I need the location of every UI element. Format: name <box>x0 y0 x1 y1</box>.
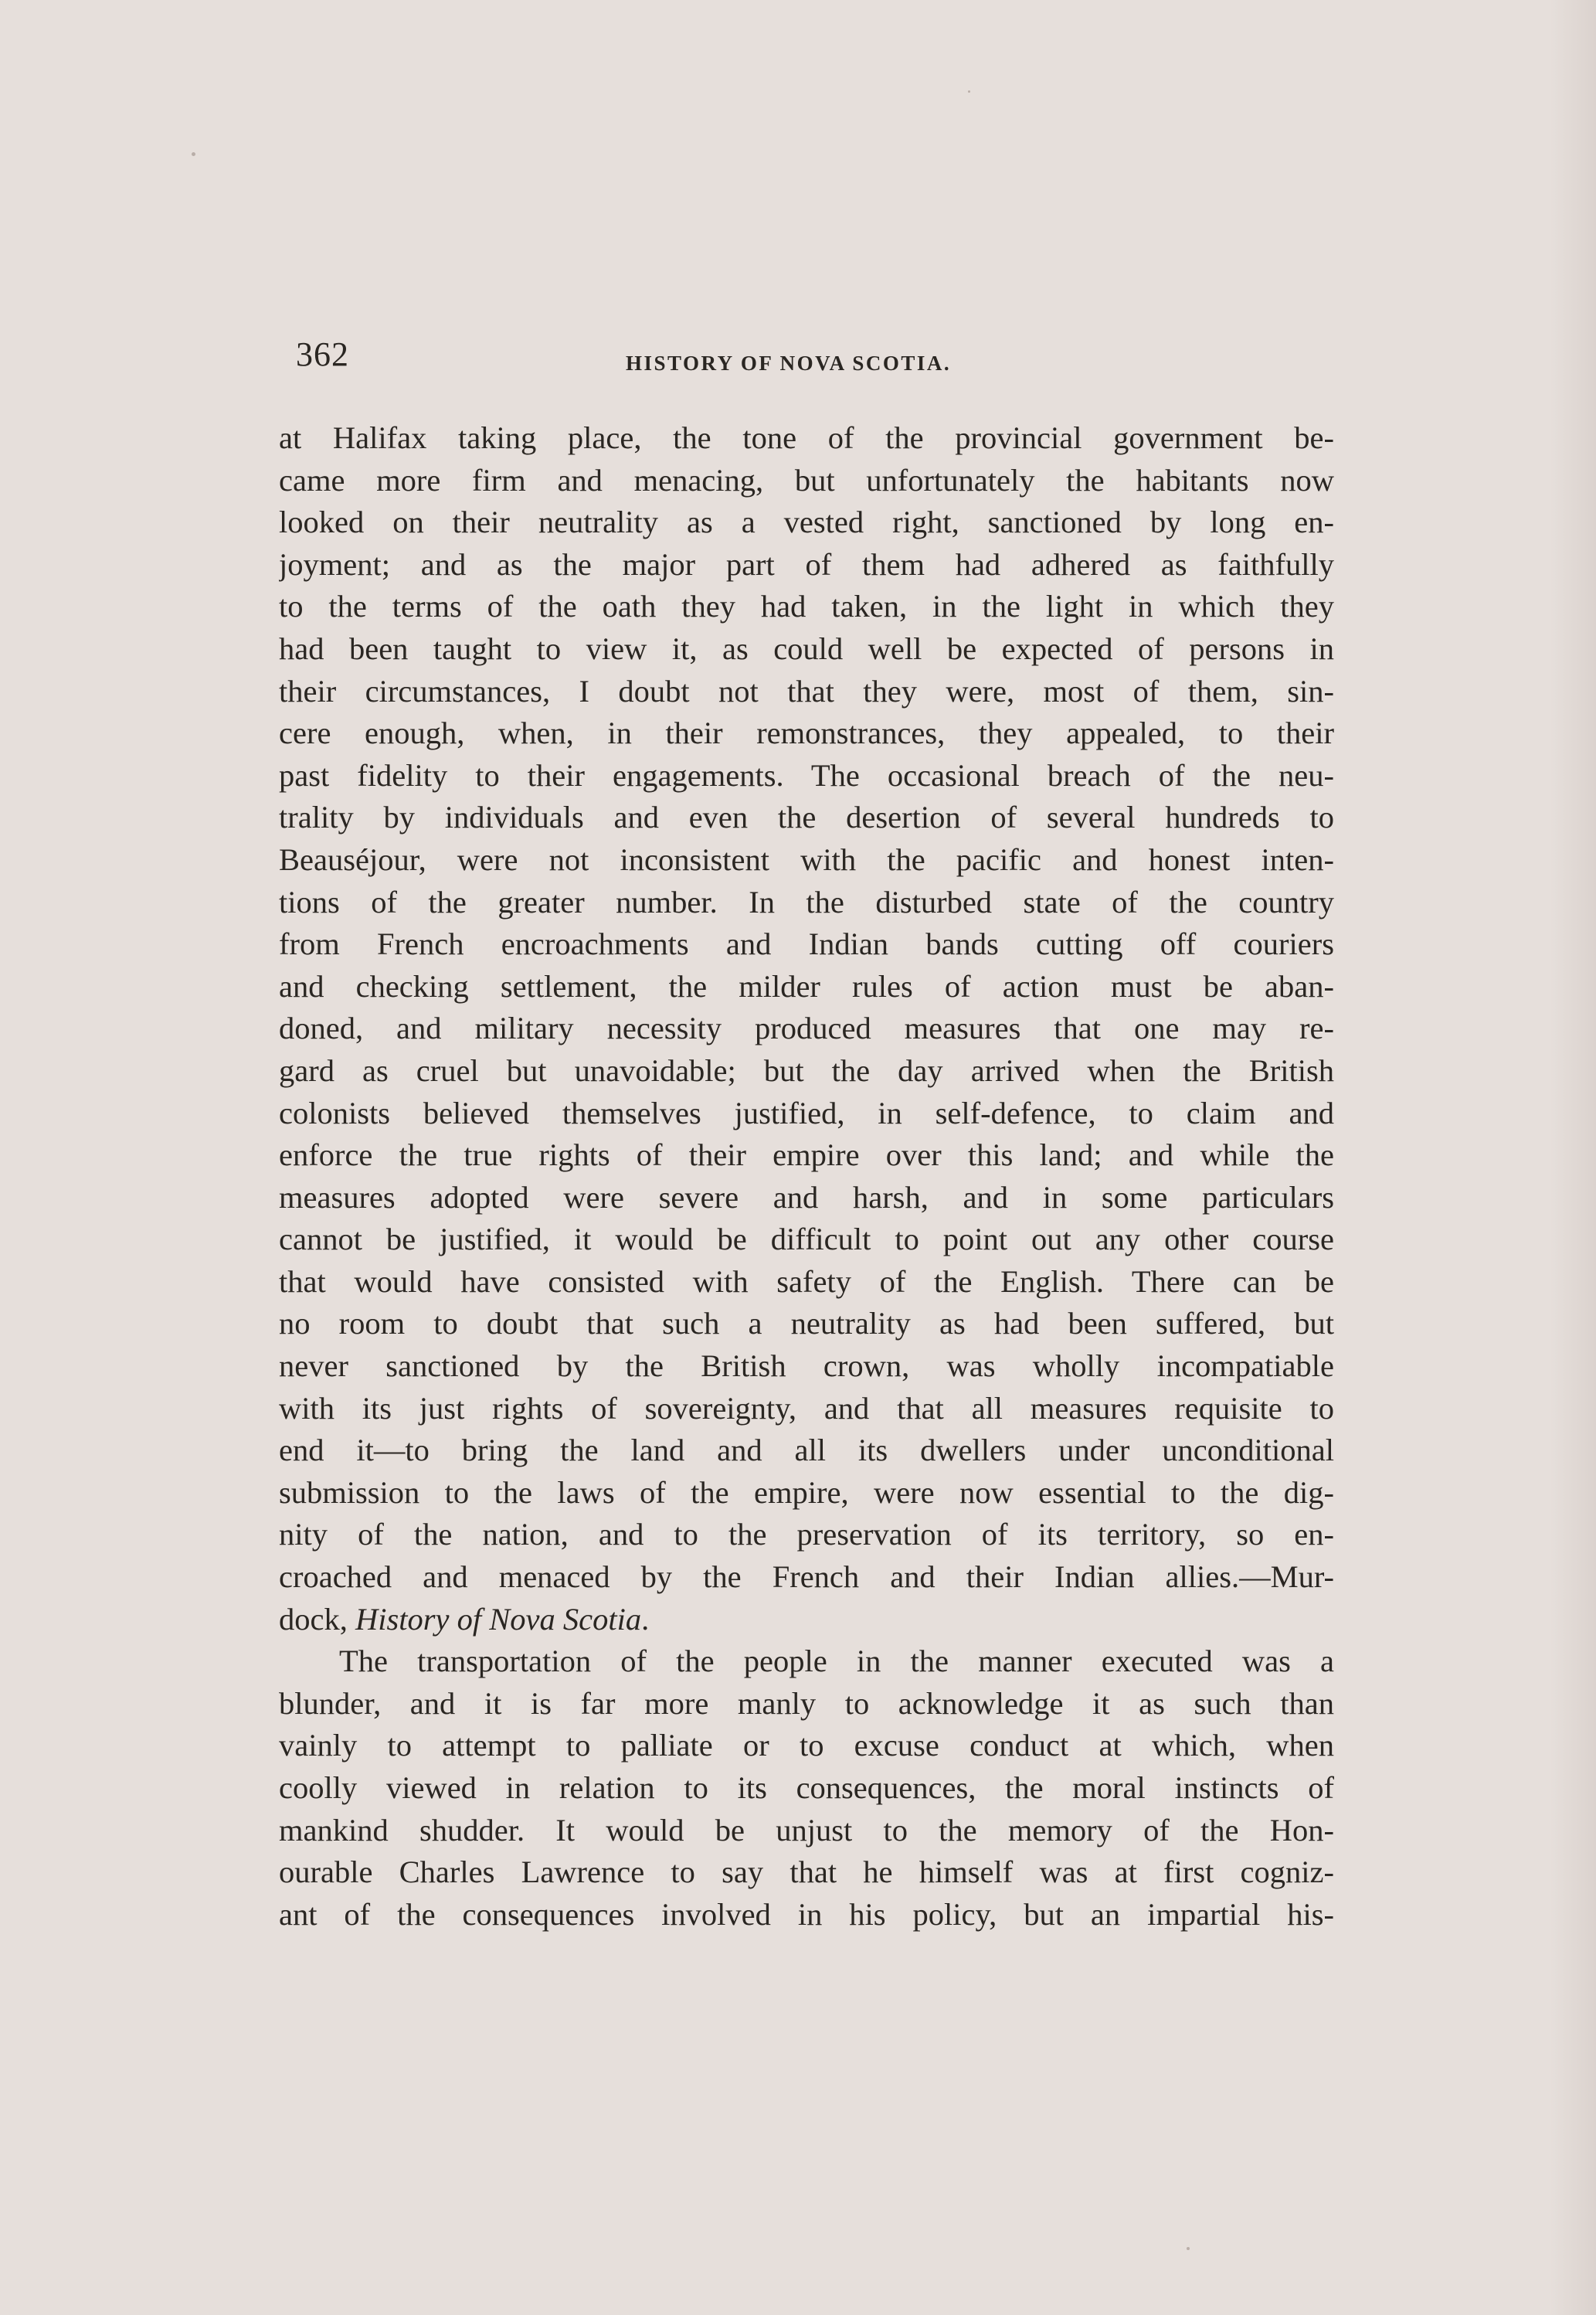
text-line: end it—to bring the land and all its dwellers under unconditional <box>279 1433 1334 1468</box>
text-line: The transportation of the people in the manner executed was a <box>339 1644 1334 1679</box>
text-line: came more firm and menacing, but unfortunately the habitants now <box>279 462 1334 498</box>
citation-end: . <box>641 1601 650 1637</box>
paragraph-2 <box>279 1640 1334 1936</box>
text-line: to the terms of the oath they had taken, in the light in which they <box>279 589 1334 624</box>
text-line: that would have consisted with safety of the English. There can be <box>279 1263 1334 1299</box>
text-line: looked on their neutrality as a vested right, sanctioned by long en- <box>279 505 1334 540</box>
citation-author: dock, <box>279 1601 355 1637</box>
text-line: croached and menaced by the French and their Indian allies.—Mur- <box>279 1559 1334 1595</box>
page-edge-shadow <box>1550 0 1596 2315</box>
text-line: joyment; and as the major part of them had adhered as faithfully <box>279 546 1334 582</box>
text-line: from French encroachments and Indian bands cutting off couriers <box>279 926 1334 962</box>
text-line: cere enough, when, in their remonstrances, they appealed, to their <box>279 716 1334 751</box>
text-line: tions of the greater number. In the disturbed state of the country <box>279 884 1334 920</box>
text-line: had been taught to view it, as could well be expected of persons in <box>279 631 1334 666</box>
text-line: trality by individuals and even the desertion of several hundreds to <box>279 800 1334 835</box>
text-line: with its just rights of sovereignty, and that all measures requisite to <box>279 1390 1334 1426</box>
paragraph-1 <box>279 417 1334 1640</box>
page-header <box>296 335 1335 381</box>
running-head: HISTORY OF NOVA SCOTIA. <box>626 352 952 375</box>
text-line: submission to the laws of the empire, were now essential to the dig- <box>279 1474 1334 1510</box>
citation-line <box>279 1599 1334 1641</box>
paper-speck <box>968 90 970 93</box>
text-line: no room to doubt that such a neutrality as had been suffered, but <box>279 1306 1334 1341</box>
text-line: colonists believed themselves justified, in self-defence, to claim and <box>279 1095 1334 1130</box>
text-line: nity of the nation, and to the preservation of its territory, so en- <box>279 1517 1334 1552</box>
text-line: ant of the consequences involved in his policy, but an impartial his- <box>279 1896 1334 1932</box>
text-line: past fidelity to their engagements. The occasional breach of the neu- <box>279 757 1334 793</box>
citation-title: History of Nova Scotia <box>355 1601 642 1637</box>
text-line: never sanctioned by the British crown, was wholly incompatiable <box>279 1348 1334 1384</box>
text-line: blunder, and it is far more manly to acknowledge it as such than <box>279 1685 1334 1721</box>
text-line: mankind shudder. It would be unjust to the memory of the Hon- <box>279 1812 1334 1848</box>
paper-speck <box>192 152 195 156</box>
text-line: cannot be justified, it would be difficult to point out any other course <box>279 1222 1334 1257</box>
text-line: gard as cruel but unavoidable; but the day arrived when the British <box>279 1052 1334 1088</box>
text-line: and checking settlement, the milder rules of action must be aban- <box>279 968 1334 1004</box>
text-line: measures adopted were severe and harsh, and in some particulars <box>279 1179 1334 1215</box>
paper-speck <box>1187 2247 1190 2250</box>
text-line: ourable Charles Lawrence to say that he himself was at first cogniz- <box>279 1854 1334 1890</box>
text-line: vainly to attempt to palliate or to excuse conduct at which, when <box>279 1728 1334 1763</box>
text-line: coolly viewed in relation to its consequences, the moral instincts of <box>279 1770 1334 1805</box>
text-line: their circumstances, I doubt not that they were, most of them, sin- <box>279 673 1334 709</box>
text-line: at Halifax taking place, the tone of the provincial government be- <box>279 420 1334 455</box>
text-line: doned, and military necessity produced measures that one may re- <box>279 1011 1334 1046</box>
text-line: Beauséjour, were not inconsistent with the pacific and honest inten- <box>279 841 1334 877</box>
body-text <box>279 417 1334 1936</box>
page-number: 362 <box>296 335 349 373</box>
text-line: enforce the true rights of their empire over this land; and while the <box>279 1137 1334 1173</box>
